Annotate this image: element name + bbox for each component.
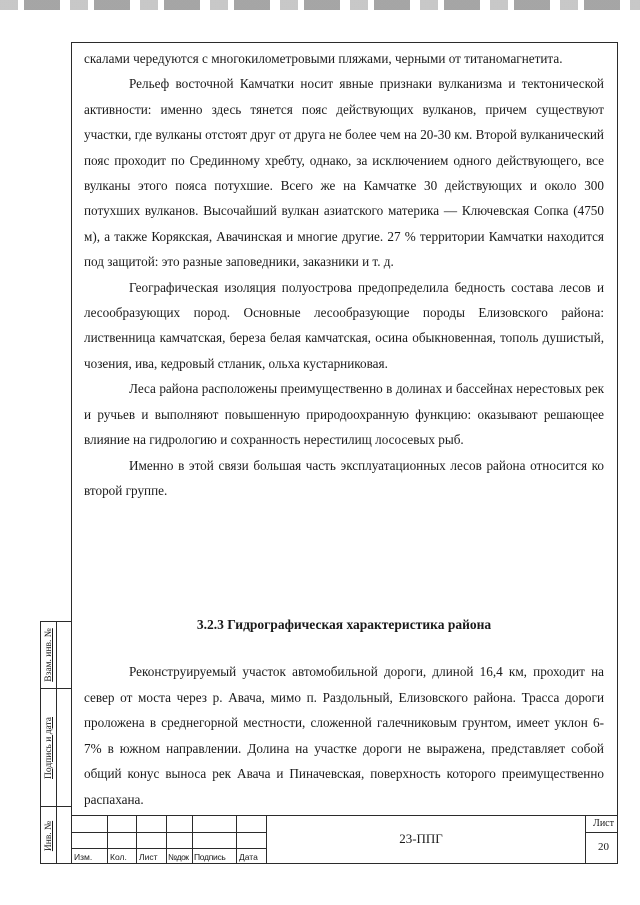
strip-label-inv: Инв. № [44,820,54,852]
paragraph-2: Рельеф восточной Камчатки носит явные признаки вулканизма и тектонической активности: именно здесь тянется пояс действующих вулканов, причем существуют участки, где вулканы отстоят друг от друга не более чем на 20-30 км. Второй вулканический пояс проходит по Срединному хребту, однако, за исключением одного действующего, все вулканы этого пояса потухшие. Всего же на Камчатке 30 действующих и около 300 потухших вулканов. Высочайший вулкан азиатского материка — Ключевская Сопка (4750 м), а также Корякская, Авачинская и многие другие. 27 % территории Камчатки находится под защитой: это разные заповедники, заказники и т. д. [84,76,604,270]
section-heading: 3.2.3 Гидрографическая характеристика района [196,617,492,632]
tb-col-line [192,815,193,864]
tb-col-data: Дата [239,852,258,862]
tb-sheet-line [585,832,618,833]
paragraph-4: Леса района расположены преимущественно в долинах и бассейнах нерестовых рек и ручьев и выполняют повышенную природоохранную функцию: оказывают решающее влияние на гидрологию и сохранность нерестилищ лососевых рыб. [84,381,604,448]
title-block [71,815,618,864]
strip-label-podpis: Подпись и дата [44,716,54,779]
body-text [84,46,604,503]
paragraph-1: скалами чередуются с многокилометровыми пляжами, черными от титаномагнетита. [84,51,563,66]
strip-cell-podpis [41,689,71,807]
strip-cell-inv [41,807,71,865]
tb-col-list: Лист [139,852,158,862]
document-code: 23-ППГ [399,831,443,846]
strip-cell-vzam [41,622,71,689]
tb-col-izm: Изм. [74,852,93,862]
paragraph-5: Именно в этой связи большая часть эксплуатационных лесов района относится ко второй группе. [84,457,604,498]
tb-col-line [266,815,267,864]
tb-top-line [71,815,618,816]
scan-edge-artifact [0,0,640,10]
tb-col-line [136,815,137,864]
sheet-label: Лист [593,818,614,829]
tb-col-ndok: №док [168,852,189,862]
tb-col-kol: Кол. [110,852,127,862]
tb-col-podpis: Подпись [194,852,226,862]
section-body [84,659,604,813]
paragraph-3: Географическая изоляция полуострова предопределила бедность состава лесов и лесообразующих пород. Основные лесообразующие породы Елизовского района: лиственница камчатская, береза белая камчатская, осина обыкновенная, тополь душистый, чозения, ива, кедровый стланик, ольха кустарниковая. [84,279,604,371]
sheet-number: 20 [598,841,609,853]
tb-col-line [166,815,167,864]
tb-col-line [236,815,237,864]
tb-col-line [585,815,586,864]
left-stamp-strip [40,621,71,864]
tb-col-line [107,815,108,864]
strip-label-vzam: Взам. инв. № [44,628,54,682]
section-paragraph-1: Реконструируемый участок автомобильной дороги, длиной 16,4 км, проходит на север от моста через р. Авача, мимо п. Раздольный, Елизовского района. Трасса дороги проложена в среднегорной местности, сложенной галечниковым грунтом, имеет уклон 6-7% в южном направлении. Долина на участке дороги не выражена, представляет собой общий конус выноса рек Авача и Пиначевская, поверхность которого преимущественно распахана. [84,664,604,807]
